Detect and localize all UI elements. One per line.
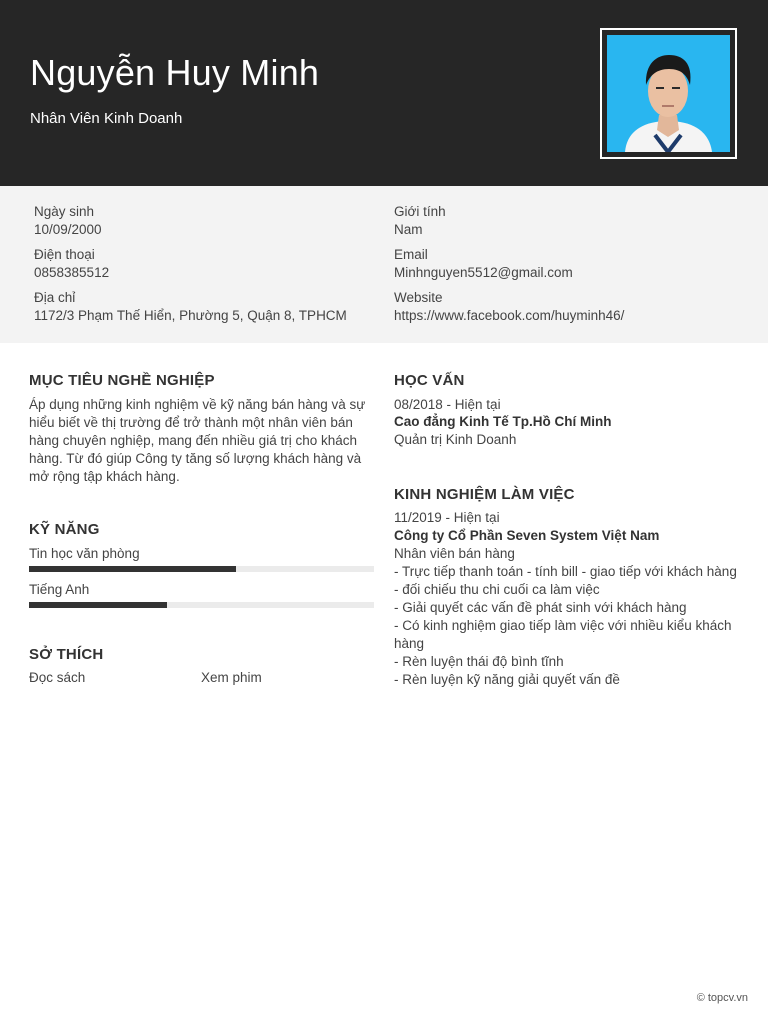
objective-line: hàng. Từ đó giúp Công ty tăng số lượng khách hàng và: [29, 451, 362, 466]
skills-title: KỸ NĂNG: [29, 521, 100, 538]
candidate-name: Nguyễn Huy Minh: [30, 52, 320, 93]
profile-photo-frame: [600, 28, 737, 159]
objective-line: hàng chuyên nghiệp, mang đến nhiều giá trị cho khách: [29, 433, 357, 448]
experience-company: Công ty Cổ Phần Seven System Việt Nam: [394, 528, 660, 543]
gender-value: Nam: [394, 222, 423, 237]
objective-line: mở rộng tập khách hàng.: [29, 469, 180, 484]
email-label: Email: [394, 247, 428, 262]
website-link[interactable]: https://www.facebook.com/huyminh46/: [394, 308, 625, 323]
experience-line: hàng: [394, 636, 425, 651]
email-field: [394, 247, 573, 280]
experience-title: KINH NGHIỆM LÀM VIỆC: [394, 486, 575, 503]
experience-line: - Rèn luyện kỹ năng giải quyết vấn đề: [394, 672, 620, 687]
experience-line: - Trực tiếp thanh toán - tính bill - giao tiếp với khách hàng: [394, 564, 737, 579]
skill-bar-fill: [29, 602, 167, 608]
education-school: Cao đẳng Kinh Tế Tp.Hồ Chí Minh: [394, 414, 612, 429]
gender-label: Giới tính: [394, 204, 446, 219]
skill-label: Tin học văn phòng: [29, 546, 140, 561]
experience-line: Nhân viên bán hàng: [394, 546, 515, 561]
education-period: 08/2018 - Hiện tại: [394, 397, 501, 412]
person-portrait-icon: [607, 35, 730, 152]
gender-field: [394, 204, 446, 237]
education-title: HỌC VẤN: [394, 372, 465, 389]
dob-field: [34, 204, 102, 237]
profile-photo: [607, 35, 730, 152]
website-label: Website: [394, 290, 443, 305]
phone-field: [34, 247, 109, 280]
objective-text: [29, 396, 379, 486]
dob-value: 10/09/2000: [34, 222, 102, 237]
hobby-item: Đọc sách: [29, 670, 86, 685]
experience-line: - Giải quyết các vấn đề phát sinh với khách hàng: [394, 600, 687, 615]
experience-line: - Có kinh nghiệm giao tiếp làm việc với nhiều kiểu khách: [394, 618, 732, 633]
experience-line: - đối chiếu thu chi cuối ca làm việc: [394, 582, 600, 597]
dob-label: Ngày sinh: [34, 204, 95, 219]
personal-info-panel: [0, 186, 768, 343]
skill-bar-fill: [29, 566, 236, 572]
skill-label: Tiếng Anh: [29, 582, 90, 597]
hobby-item: Xem phim: [201, 670, 262, 685]
objective-line: hiểu biết về thị trường để trở thành một nhân viên bán: [29, 415, 353, 430]
experience-line: - Rèn luyện thái độ bình tĩnh: [394, 654, 564, 669]
address-value: 1172/3 Phạm Thế Hiển, Phường 5, Quận 8, TPHCM: [34, 308, 347, 323]
objective-title: MỤC TIÊU NGHỀ NGHIỆP: [29, 372, 215, 389]
objective-line: Áp dụng những kinh nghiệm về kỹ năng bán hàng và sự: [29, 397, 366, 412]
education-major: Quản trị Kinh Doanh: [394, 432, 517, 447]
footer-credit[interactable]: © topcv.vn: [696, 992, 748, 1004]
job-title: Nhân Viên Kinh Doanh: [30, 110, 183, 127]
phone-value: 0858385512: [34, 265, 110, 280]
skill-bar-track: [29, 566, 374, 572]
address-label: Địa chỉ: [34, 290, 76, 305]
phone-label: Điện thoại: [34, 247, 95, 262]
hobbies-title: SỞ THÍCH: [29, 646, 104, 663]
email-value[interactable]: Minhnguyen5512@gmail.com: [394, 265, 573, 280]
experience-description: [394, 545, 754, 689]
skill-bar-track: [29, 602, 374, 608]
header: [0, 0, 768, 186]
address-field: [34, 290, 347, 323]
website-field: [394, 290, 624, 323]
experience-period: 11/2019 - Hiện tại: [394, 510, 500, 525]
